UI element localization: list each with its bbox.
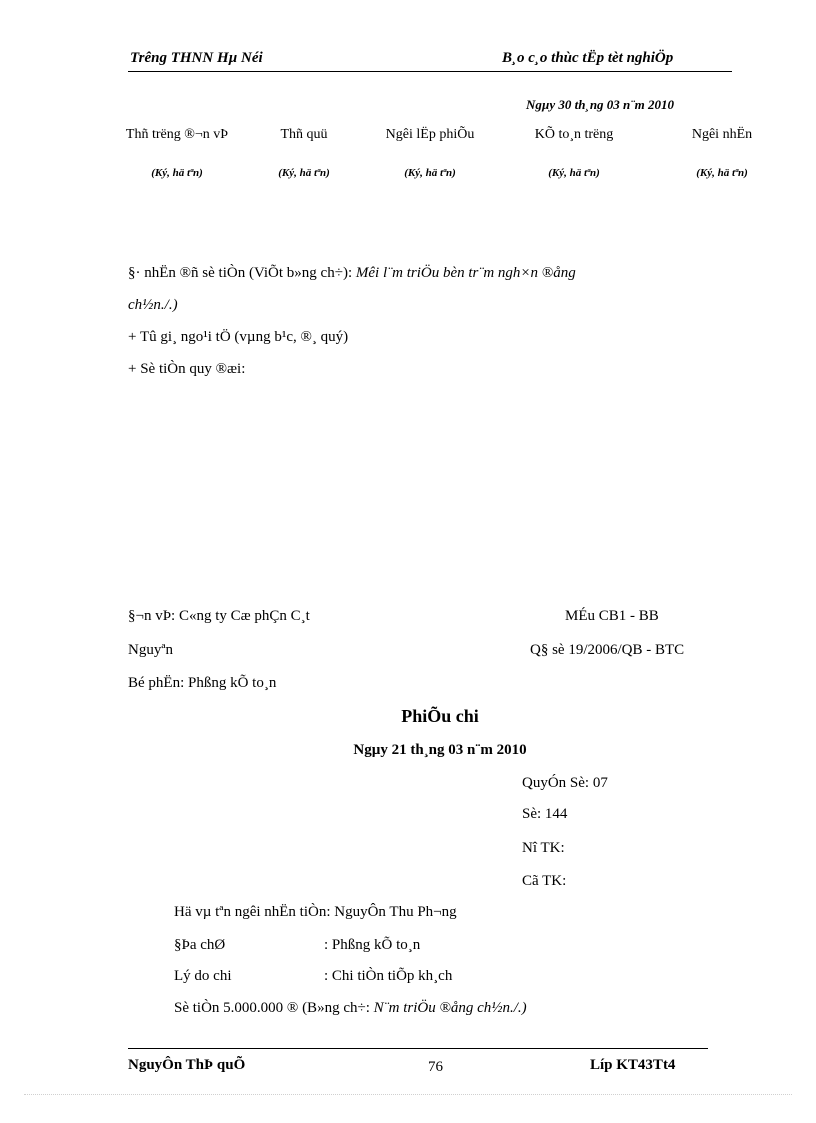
header-report-title: B¸o c¸o thùc tËp tèt nghiÖp (502, 50, 674, 66)
voucher-title: PhiÕu chi (401, 706, 479, 726)
debit-account: Nî TK: (522, 840, 565, 856)
credit-account: Cã TK: (522, 873, 567, 889)
amount-label: Sè tiÒn 5.000.000 ® (B»ng ch÷: (174, 1000, 374, 1016)
received-amount-words: Mêi l¨m triÖu bèn tr¨m ngh×n ®ång (355, 265, 576, 281)
header-rule (128, 71, 732, 72)
page-number: 76 (428, 1059, 443, 1075)
header-school: Trêng THNN Hµ Néi (130, 50, 263, 66)
footer-rule (128, 1048, 708, 1049)
address-value: : Phßng kÕ to¸n (324, 937, 421, 953)
converted-amount-line: + Sè tiÒn quy ®æi: (128, 361, 246, 377)
amount-words: N¨m triÖu ®ång ch½n./.) (373, 1000, 527, 1016)
footer-class: Líp KT43Tt4 (590, 1057, 676, 1073)
reason-value: : Chi tiÒn tiÕp kh¸ch (324, 968, 453, 984)
decision-number: Q§ sè 19/2006/QB - BTC (530, 642, 685, 658)
reason-label: Lý do chi (174, 968, 232, 984)
recipient-line: Hä vµ tªn ngêi nhËn tiÒn: NguyÔn Thu Ph¬ng (174, 904, 457, 920)
report-date: Ngµy 30 th¸ng 03 n¨m 2010 (526, 97, 674, 112)
received-amount-line (128, 265, 576, 282)
voucher-date: Ngµy 21 th¸ng 03 n¨m 2010 (353, 742, 527, 758)
signature-note-unit-head: (Ký, hä tªn) (151, 167, 203, 179)
book-number: QuyÓn Sè: 07 (522, 775, 608, 791)
signature-title-cashier: Thñ quü (280, 127, 328, 142)
signature-note-preparer: (Ký, hä tªn) (404, 167, 456, 179)
amount-line (174, 1000, 527, 1017)
voucher-number: Sè: 144 (522, 806, 568, 822)
signature-note-receiver: (Ký, hä tªn) (696, 167, 748, 179)
unit-label-cont: Nguyªn (128, 642, 173, 658)
received-amount-label: §· nhËn ®ñ sè tiÒn (ViÕt b»ng ch÷): (128, 265, 356, 281)
received-amount-words-cont: ch½n./.) (128, 297, 178, 313)
signature-title-unit-head: Thñ trëng ®¬n vÞ (125, 127, 229, 142)
department-label: Bé phËn: Phßng kÕ to¸n (128, 675, 277, 691)
footer-author: NguyÔn ThÞ quÕ (128, 1057, 246, 1073)
signature-title-preparer: Ngêi lËp phiÕu (385, 127, 475, 142)
address-label: §Þa chØ (174, 937, 226, 953)
page-bottom-dotted-line (24, 1094, 792, 1095)
signature-title-chief-accountant: KÕ to¸n trëng (534, 127, 614, 142)
template-code: MÉu CB1 - BB (565, 608, 659, 624)
signature-title-receiver: Ngêi nhËn (691, 127, 753, 142)
gem-rate-line: + Tû gi¸ ngo¹i tÖ (vµng b¹c, ®¸ quý) (128, 329, 349, 345)
signature-note-cashier: (Ký, hä tªn) (278, 167, 330, 179)
signature-note-chief-accountant: (Ký, hä tªn) (548, 167, 600, 179)
unit-label: §¬n vÞ: C«ng ty Cæ phÇn C¸t (128, 608, 310, 624)
